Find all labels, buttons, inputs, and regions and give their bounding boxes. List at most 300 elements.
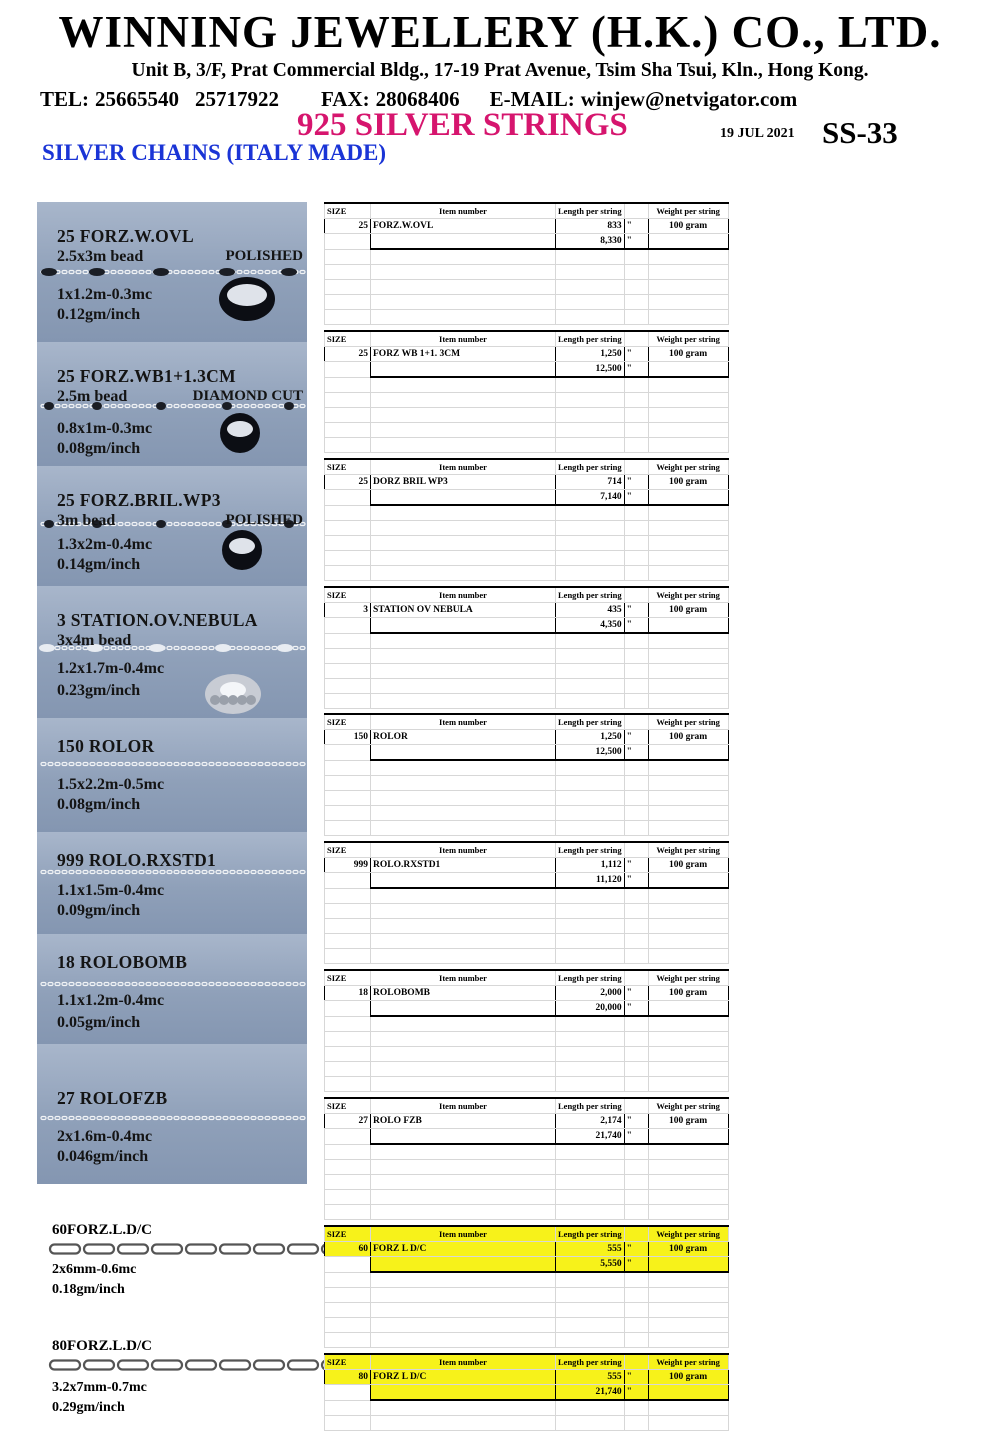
length-total-cell: 8,330: [556, 234, 625, 250]
grid-cell: [556, 949, 625, 964]
size-cell: 60: [325, 1242, 371, 1257]
grid-cell: [556, 806, 625, 821]
grid-cell: [325, 1333, 371, 1348]
grid-cell: [624, 566, 648, 581]
grid-cell: [325, 633, 371, 649]
grid-cell: [371, 1016, 556, 1032]
product-label: 25 FORZ.BRIL.WP3: [57, 490, 221, 510]
grid-cell: [648, 551, 728, 566]
unit-cell: ": [624, 1257, 648, 1273]
grid-cell: [371, 1400, 556, 1416]
product-label: 25 FORZ.WB1+1.3CM: [57, 366, 236, 386]
grid-cell: [556, 1416, 625, 1431]
grid-cell: [325, 423, 371, 438]
grid-cell: [556, 377, 625, 393]
grid-cell: [371, 1032, 556, 1047]
length-header: Length per string: [556, 203, 625, 219]
grid-cell: [648, 249, 728, 265]
grid-cell: [371, 377, 556, 393]
unit-header: [624, 1354, 648, 1370]
unit-header: [624, 714, 648, 730]
grid-cell: [371, 505, 556, 521]
empty-cell: [371, 745, 556, 761]
size-cell: 25: [325, 219, 371, 234]
chain-spec: 1.2x1.7m-0.4mc: [57, 660, 165, 677]
grid-cell: [624, 408, 648, 423]
unit-cell: ": [624, 745, 648, 761]
item-cell: ROLO FZB: [371, 1114, 556, 1129]
grid-cell: [556, 1047, 625, 1062]
product-label: 60FORZ.L.D/C: [52, 1222, 153, 1238]
grid-cell: [556, 919, 625, 934]
unit-cell: ": [624, 1129, 648, 1145]
weight-header: Weight per string: [648, 970, 728, 986]
grid-cell: [325, 919, 371, 934]
grid-cell: [325, 377, 371, 393]
grid-cell: [325, 1272, 371, 1288]
grid-cell: [325, 408, 371, 423]
size-cell: 999: [325, 858, 371, 873]
unit-cell: ": [624, 490, 648, 506]
grid-cell: [325, 1303, 371, 1318]
grid-cell: [648, 760, 728, 776]
grid-cell: [325, 438, 371, 453]
grid-cell: [325, 280, 371, 295]
product-label: 18 ROLOBOMB: [57, 952, 188, 972]
size-header: SIZE: [325, 970, 371, 986]
empty-cell: [371, 490, 556, 506]
grid-cell: [648, 806, 728, 821]
empty-cell: [325, 1385, 371, 1401]
grid-cell: [624, 1288, 648, 1303]
length-cell: 1,250: [556, 347, 625, 362]
product-spec-table: [324, 841, 729, 964]
item-cell: STATION OV NEBULA: [371, 603, 556, 618]
size-header: SIZE: [325, 714, 371, 730]
grid-cell: [325, 393, 371, 408]
item-header: Item number: [371, 970, 556, 986]
grid-cell: [648, 1062, 728, 1077]
weight-header: Weight per string: [648, 1098, 728, 1114]
grid-cell: [556, 649, 625, 664]
unit-header: [624, 331, 648, 347]
empty-cell: [325, 234, 371, 250]
empty-cell: [648, 1129, 728, 1145]
unit-cell: ": [624, 1001, 648, 1017]
unit-header: [624, 459, 648, 475]
section-title: SILVER CHAINS (ITALY MADE): [42, 140, 387, 165]
grid-cell: [371, 393, 556, 408]
grid-cell: [648, 393, 728, 408]
grid-cell: [325, 1400, 371, 1416]
size-cell: 18: [325, 986, 371, 1001]
item-cell: ROLOR: [371, 730, 556, 745]
chain-spec: 2x6mm-0.6mc: [52, 1262, 137, 1277]
product-label: 80FORZ.L.D/C: [52, 1338, 153, 1354]
item-header: Item number: [371, 714, 556, 730]
grid-cell: [371, 1160, 556, 1175]
grid-cell: [325, 521, 371, 536]
grid-cell: [371, 1288, 556, 1303]
unit-cell: ": [624, 234, 648, 250]
grid-cell: [325, 310, 371, 325]
grid-cell: [371, 1333, 556, 1348]
grid-cell: [624, 888, 648, 904]
grid-cell: [371, 791, 556, 806]
grid-cell: [648, 1333, 728, 1348]
unit-cell: ": [624, 858, 648, 873]
grid-cell: [648, 521, 728, 536]
grid-cell: [624, 649, 648, 664]
length-cell: 2,000: [556, 986, 625, 1001]
grid-cell: [556, 408, 625, 423]
empty-cell: [648, 362, 728, 378]
unit-cell: ": [624, 475, 648, 490]
size-header: SIZE: [325, 1098, 371, 1114]
size-header: SIZE: [325, 1226, 371, 1242]
grid-cell: [371, 633, 556, 649]
grid-cell: [556, 551, 625, 566]
item-header: Item number: [371, 842, 556, 858]
product-photo: [37, 586, 307, 718]
chain-weight: 0.046gm/inch: [57, 1148, 149, 1165]
length-header: Length per string: [556, 970, 625, 986]
grid-cell: [648, 791, 728, 806]
empty-cell: [371, 618, 556, 634]
grid-cell: [648, 505, 728, 521]
weight-header: Weight per string: [648, 587, 728, 603]
grid-cell: [624, 1416, 648, 1431]
grid-cell: [371, 551, 556, 566]
empty-cell: [648, 1001, 728, 1017]
empty-cell: [325, 362, 371, 378]
grid-cell: [325, 821, 371, 836]
grid-cell: [325, 1062, 371, 1077]
size-header: SIZE: [325, 203, 371, 219]
product-spec-table: [324, 202, 729, 325]
grid-cell: [648, 664, 728, 679]
size-cell: 25: [325, 475, 371, 490]
grid-cell: [556, 821, 625, 836]
grid-cell: [624, 949, 648, 964]
grid-cell: [624, 1062, 648, 1077]
grid-cell: [648, 1318, 728, 1333]
unit-cell: ": [624, 1242, 648, 1257]
grid-cell: [556, 1077, 625, 1092]
size-cell: 25: [325, 347, 371, 362]
grid-cell: [371, 249, 556, 265]
grid-cell: [556, 679, 625, 694]
grid-cell: [371, 664, 556, 679]
product-photo: [37, 342, 307, 466]
weight-cell: 100 gram: [648, 347, 728, 362]
catalog-code: SS-33: [822, 115, 898, 150]
grid-cell: [556, 566, 625, 581]
catalog-date: 19 JUL 2021: [720, 126, 795, 141]
grid-cell: [648, 821, 728, 836]
grid-cell: [556, 633, 625, 649]
grid-cell: [371, 536, 556, 551]
grid-cell: [556, 694, 625, 709]
grid-cell: [325, 694, 371, 709]
chain-spec: 1.3x2m-0.4mc: [57, 536, 153, 553]
size-header: SIZE: [325, 459, 371, 475]
grid-cell: [371, 265, 556, 280]
bead-size: 2.5m bead: [57, 388, 128, 405]
grid-cell: [648, 1160, 728, 1175]
grid-cell: [556, 1288, 625, 1303]
length-header: Length per string: [556, 1354, 625, 1370]
grid-cell: [325, 1047, 371, 1062]
grid-cell: [556, 1032, 625, 1047]
unit-header: [624, 842, 648, 858]
grid-cell: [325, 1077, 371, 1092]
weight-cell: 100 gram: [648, 1370, 728, 1385]
finish-type: POLISHED: [225, 248, 303, 264]
grid-cell: [624, 1205, 648, 1220]
grid-cell: [371, 679, 556, 694]
grid-cell: [648, 679, 728, 694]
grid-cell: [648, 1288, 728, 1303]
item-header: Item number: [371, 587, 556, 603]
item-cell: ROLO.RXSTD1: [371, 858, 556, 873]
grid-cell: [371, 919, 556, 934]
grid-cell: [556, 1205, 625, 1220]
email-address[interactable]: winjew@netvigator.com: [580, 87, 798, 111]
weight-header: Weight per string: [648, 1226, 728, 1242]
tel-number-1: 25665540: [95, 87, 180, 111]
empty-cell: [325, 1129, 371, 1145]
grid-cell: [624, 423, 648, 438]
length-cell: 555: [556, 1242, 625, 1257]
item-cell: FORZ WB 1+1. 3CM: [371, 347, 556, 362]
grid-cell: [648, 934, 728, 949]
finish-type: POLISHED: [225, 512, 303, 528]
grid-cell: [624, 1077, 648, 1092]
grid-cell: [325, 1032, 371, 1047]
weight-cell: 100 gram: [648, 219, 728, 234]
grid-cell: [325, 934, 371, 949]
grid-cell: [371, 1416, 556, 1431]
grid-cell: [325, 1416, 371, 1431]
grid-cell: [648, 776, 728, 791]
chain-weight: 0.09gm/inch: [57, 902, 141, 919]
grid-cell: [624, 934, 648, 949]
empty-cell: [371, 362, 556, 378]
grid-cell: [648, 566, 728, 581]
grid-cell: [648, 949, 728, 964]
grid-cell: [648, 694, 728, 709]
grid-cell: [624, 438, 648, 453]
length-total-cell: 20,000: [556, 1001, 625, 1017]
grid-cell: [325, 949, 371, 964]
grid-cell: [624, 806, 648, 821]
grid-cell: [648, 1032, 728, 1047]
length-total-cell: 4,350: [556, 618, 625, 634]
product-photo: [37, 718, 307, 832]
grid-cell: [371, 1303, 556, 1318]
length-total-cell: 12,500: [556, 745, 625, 761]
grid-cell: [371, 904, 556, 919]
weight-cell: 100 gram: [648, 858, 728, 873]
grid-cell: [556, 1016, 625, 1032]
grid-cell: [624, 551, 648, 566]
length-header: Length per string: [556, 331, 625, 347]
grid-cell: [648, 1400, 728, 1416]
grid-cell: [325, 776, 371, 791]
grid-cell: [371, 649, 556, 664]
grid-cell: [556, 310, 625, 325]
empty-cell: [648, 1257, 728, 1273]
chain-spec: 3.2x7mm-0.7mc: [52, 1380, 147, 1395]
chain-spec: 0.8x1m-0.3mc: [57, 420, 153, 437]
grid-cell: [556, 1190, 625, 1205]
product-photo: [37, 832, 307, 934]
grid-cell: [624, 776, 648, 791]
grid-cell: [371, 310, 556, 325]
product-label: 25 FORZ.W.OVL: [57, 226, 194, 246]
grid-cell: [648, 888, 728, 904]
grid-cell: [371, 280, 556, 295]
grid-cell: [556, 1400, 625, 1416]
grid-cell: [325, 649, 371, 664]
length-header: Length per string: [556, 459, 625, 475]
grid-cell: [648, 280, 728, 295]
length-cell: 555: [556, 1370, 625, 1385]
grid-cell: [556, 1303, 625, 1318]
empty-cell: [371, 1385, 556, 1401]
product-label: 3 STATION.OV.NEBULA: [57, 610, 258, 630]
grid-cell: [371, 1077, 556, 1092]
chain-spec: 1.1x1.2m-0.4mc: [57, 992, 165, 1009]
weight-cell: 100 gram: [648, 1114, 728, 1129]
empty-cell: [325, 1001, 371, 1017]
chain-spec: 2x1.6m-0.4mc: [57, 1128, 153, 1145]
product-label: 150 ROLOR: [57, 736, 155, 756]
product-spec-table: [324, 1097, 729, 1220]
grid-cell: [556, 888, 625, 904]
unit-cell: ": [624, 219, 648, 234]
size-header: SIZE: [325, 1354, 371, 1370]
item-header: Item number: [371, 459, 556, 475]
grid-cell: [371, 295, 556, 310]
grid-cell: [556, 280, 625, 295]
grid-cell: [325, 1175, 371, 1190]
grid-cell: [624, 791, 648, 806]
item-header: Item number: [371, 1354, 556, 1370]
grid-cell: [648, 377, 728, 393]
grid-cell: [624, 1190, 648, 1205]
weight-header: Weight per string: [648, 1354, 728, 1370]
grid-cell: [325, 505, 371, 521]
grid-cell: [648, 1416, 728, 1431]
grid-cell: [648, 1272, 728, 1288]
product-label: 27 ROLOFZB: [57, 1088, 168, 1108]
grid-cell: [325, 760, 371, 776]
grid-cell: [556, 393, 625, 408]
grid-cell: [556, 760, 625, 776]
email-label: E-MAIL:: [489, 87, 575, 111]
grid-cell: [556, 776, 625, 791]
product-spec-table: [324, 713, 729, 836]
chain-weight: 0.29gm/inch: [52, 1400, 125, 1415]
grid-cell: [624, 1144, 648, 1160]
grid-cell: [624, 1303, 648, 1318]
grid-cell: [325, 295, 371, 310]
grid-cell: [624, 1047, 648, 1062]
grid-cell: [648, 1303, 728, 1318]
fax-number: 28068406: [375, 87, 460, 111]
empty-cell: [648, 490, 728, 506]
grid-cell: [325, 249, 371, 265]
size-cell: 80: [325, 1370, 371, 1385]
grid-cell: [648, 536, 728, 551]
grid-cell: [556, 295, 625, 310]
bead-size: 3x4m bead: [57, 632, 132, 649]
grid-cell: [556, 934, 625, 949]
chain-weight: 0.12gm/inch: [57, 306, 141, 323]
chain-spec: 1x1.2m-0.3mc: [57, 286, 153, 303]
size-cell: 27: [325, 1114, 371, 1129]
empty-cell: [325, 490, 371, 506]
grid-cell: [325, 1288, 371, 1303]
product-photo: [37, 1044, 307, 1184]
item-header: Item number: [371, 1098, 556, 1114]
product-spec-table: [324, 330, 729, 453]
weight-cell: 100 gram: [648, 730, 728, 745]
size-header: SIZE: [325, 842, 371, 858]
length-total-cell: 12,500: [556, 362, 625, 378]
empty-cell: [371, 873, 556, 889]
weight-header: Weight per string: [648, 842, 728, 858]
grid-cell: [556, 791, 625, 806]
unit-cell: ": [624, 362, 648, 378]
empty-cell: [648, 234, 728, 250]
unit-cell: ": [624, 618, 648, 634]
size-header: SIZE: [325, 587, 371, 603]
grid-cell: [371, 1190, 556, 1205]
item-cell: FORZ L D/C: [371, 1242, 556, 1257]
grid-cell: [325, 1205, 371, 1220]
grid-cell: [624, 1175, 648, 1190]
length-cell: 833: [556, 219, 625, 234]
grid-cell: [624, 694, 648, 709]
grid-cell: [624, 1032, 648, 1047]
grid-cell: [624, 1400, 648, 1416]
grid-cell: [556, 249, 625, 265]
weight-header: Weight per string: [648, 459, 728, 475]
length-header: Length per string: [556, 1098, 625, 1114]
grid-cell: [648, 1016, 728, 1032]
product-spec-table: [324, 1225, 729, 1348]
grid-cell: [325, 566, 371, 581]
grid-cell: [624, 280, 648, 295]
product-spec-table: [324, 586, 729, 709]
grid-cell: [648, 295, 728, 310]
empty-cell: [325, 1257, 371, 1273]
grid-cell: [325, 1160, 371, 1175]
empty-cell: [325, 873, 371, 889]
weight-cell: 100 gram: [648, 603, 728, 618]
item-cell: ROLOBOMB: [371, 986, 556, 1001]
unit-header: [624, 587, 648, 603]
grid-cell: [371, 566, 556, 581]
grid-cell: [556, 1318, 625, 1333]
empty-cell: [325, 745, 371, 761]
grid-cell: [556, 1175, 625, 1190]
item-cell: FORZ L D/C: [371, 1370, 556, 1385]
length-cell: 1,112: [556, 858, 625, 873]
